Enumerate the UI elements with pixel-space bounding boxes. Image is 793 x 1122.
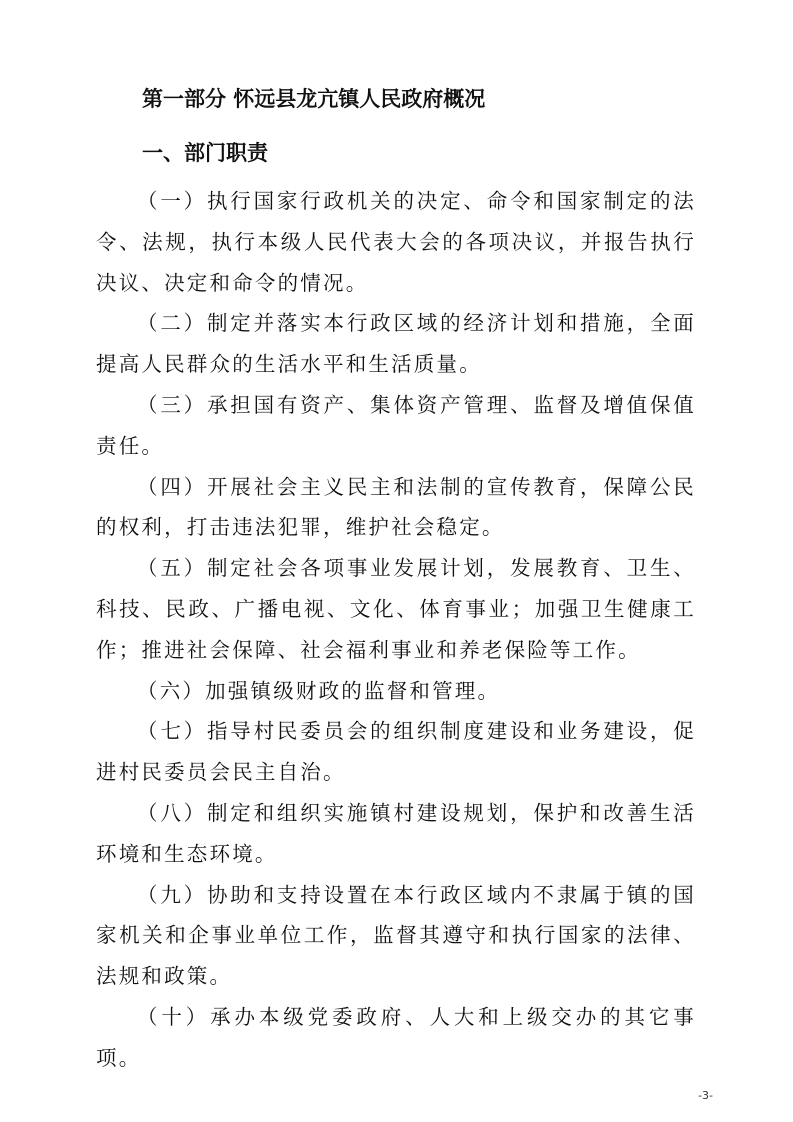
part-title: 第一部分 怀远县龙亢镇人民政府概况 xyxy=(142,87,486,111)
duty-paragraph-7: （七）指导村民委员会的组织制度建设和业务建设，促进村民委员会民主自治。 xyxy=(96,719,696,785)
duty-paragraph-9: （九）协助和支持设置在本行政区域内不隶属于镇的国家机关和企事业单位工作，监督其遵守和执行国家的法律、法规和政策。 xyxy=(96,882,696,989)
duty-paragraph-1: （一）执行国家行政机关的决定、命令和国家制定的法令、法规，执行本级人民代表大会的各项决议，并报告执行决议、决定和命令的情况。 xyxy=(96,189,696,295)
duty-paragraph-2: （二）制定并落实本行政区域的经济计划和措施，全面提高人民群众的生活水平和生活质量。 xyxy=(96,311,696,377)
section-title: 一、部门职责 xyxy=(142,141,268,165)
duty-paragraph-5: （五）制定社会各项事业发展计划，发展教育、卫生、科技、民政、广播电视、文化、体育事业；加强卫生健康工作；推进社会保障、社会福利事业和养老保险等工作。 xyxy=(96,556,696,662)
duty-paragraph-10: （十）承办本级党委政府、人大和上级交办的其它事项。 xyxy=(96,1004,696,1070)
duty-paragraph-6: （六）加强镇级财政的监督和管理。 xyxy=(137,678,501,703)
duty-paragraph-8: （八）制定和组织实施镇村建设规划，保护和改善生活环境和生态环境。 xyxy=(96,800,696,866)
duties-body xyxy=(96,181,696,1079)
page-number: -3- xyxy=(698,1089,713,1102)
duty-paragraph-4: （四）开展社会主义民主和法制的宣传教育，保障公民的权利，打击违法犯罪，维护社会稳定。 xyxy=(96,474,696,540)
duty-paragraph-3: （三）承担国有资产、集体资产管理、监督及增值保值责任。 xyxy=(96,392,696,458)
